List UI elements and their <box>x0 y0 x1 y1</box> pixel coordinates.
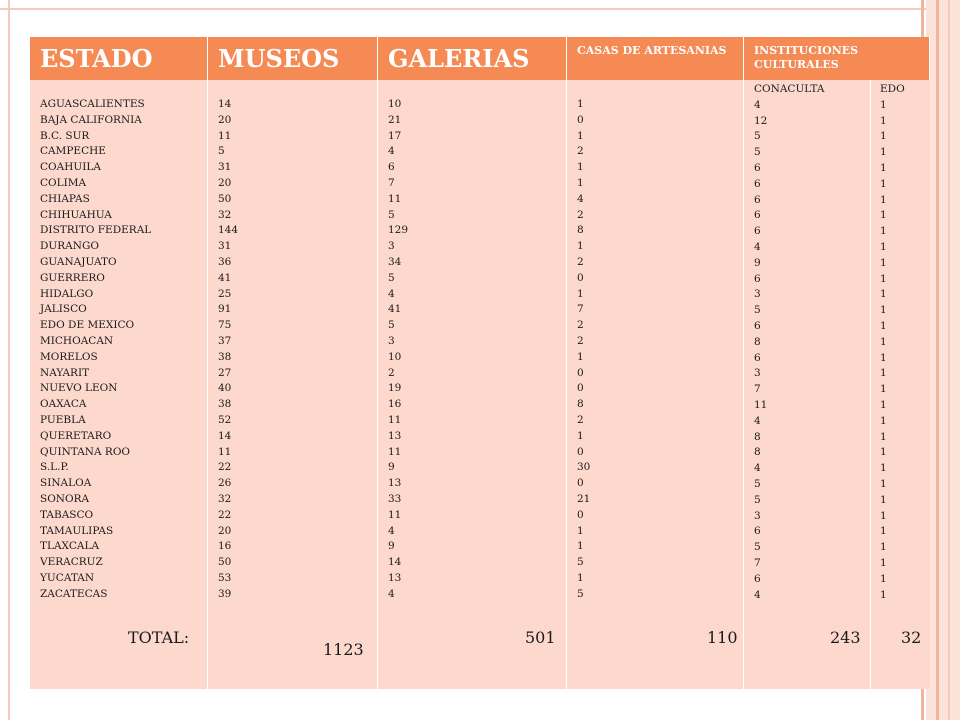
conaculta-item: 6 <box>754 351 761 364</box>
casas-item: 5 <box>577 556 584 569</box>
edo-item: 1 <box>880 414 887 427</box>
conaculta-item: 5 <box>754 493 761 506</box>
states-item: MORELOS <box>40 350 98 363</box>
casas-item: 0 <box>577 366 584 379</box>
states-item: CAMPECHE <box>40 145 106 158</box>
conaculta-item: 6 <box>754 177 761 190</box>
casas-item: 0 <box>577 477 584 490</box>
casas-item: 0 <box>577 113 584 126</box>
galerias-item: 16 <box>388 398 402 411</box>
states-item: COLIMA <box>40 176 87 189</box>
states-item: SINALOA <box>40 477 92 490</box>
conaculta-item: 4 <box>754 462 761 475</box>
galerias-item: 19 <box>388 382 402 395</box>
museos-item: 37 <box>218 334 232 347</box>
edo-item: 1 <box>880 351 887 364</box>
states-item: GUANAJUATO <box>40 255 117 268</box>
museos-item: 16 <box>218 540 232 553</box>
edo-item: 1 <box>880 177 887 190</box>
museos-item: 14 <box>218 429 232 442</box>
edo-item: 1 <box>880 256 887 269</box>
museos-item: 32 <box>218 492 232 505</box>
edo-item: 1 <box>880 430 887 443</box>
states-item: TLAXCALA <box>40 540 100 553</box>
states-item: QUERETARO <box>40 429 112 442</box>
edo-item: 1 <box>880 383 887 396</box>
galerias-item: 13 <box>388 477 402 490</box>
casas-item: 2 <box>577 334 584 347</box>
edo-item: 1 <box>880 193 887 206</box>
header-instituciones: INSTITUCIONES CULTURALES <box>744 37 930 80</box>
museos-item: 26 <box>218 477 232 490</box>
museos-item: 31 <box>218 240 232 253</box>
states-item: AGUASCALIENTES <box>40 98 145 110</box>
state-list <box>40 97 151 603</box>
galerias-item: 13 <box>388 571 402 584</box>
casas-item: 2 <box>577 255 584 268</box>
edo-item: 1 <box>880 288 887 301</box>
casas-item: 4 <box>577 192 584 205</box>
column-estado <box>30 80 208 689</box>
states-item: GUERRERO <box>40 271 105 284</box>
header-casas: CASAS DE ARTESANIAS <box>567 37 744 80</box>
museos-item: 20 <box>218 113 232 126</box>
edo-item: 1 <box>880 477 887 490</box>
galerias-item: 4 <box>388 524 395 537</box>
states-item: B.C. SUR <box>40 129 90 142</box>
subheader-conaculta: CONACULTA <box>754 83 825 95</box>
galerias-item: 2 <box>388 366 395 379</box>
conaculta-item: 3 <box>754 288 761 301</box>
total-conaculta: 243 <box>830 628 861 647</box>
edo-item: 1 <box>880 335 887 348</box>
conaculta-item: 4 <box>754 98 761 111</box>
frame-right-line <box>948 0 950 720</box>
casas-item: 2 <box>577 319 584 332</box>
frame-left-line <box>8 0 10 720</box>
galerias-item: 41 <box>388 303 402 316</box>
museos-item: 40 <box>218 382 232 395</box>
casas-item: 8 <box>577 224 584 237</box>
conaculta-item: 6 <box>754 193 761 206</box>
edo-item: 1 <box>880 541 887 554</box>
frame-top-line <box>0 8 960 10</box>
museos-item: 75 <box>218 319 232 332</box>
conaculta-item: 5 <box>754 541 761 554</box>
conaculta-item: 6 <box>754 525 761 538</box>
museos-item: 20 <box>218 524 232 537</box>
total-galerias: 501 <box>525 628 556 647</box>
casas-item: 1 <box>577 98 584 110</box>
states-item: VERACRUZ <box>40 556 103 569</box>
edo-item: 1 <box>880 304 887 317</box>
casas-item: 7 <box>577 303 584 316</box>
states-item: CHIAPAS <box>40 192 90 205</box>
edo-item: 1 <box>880 367 887 380</box>
states-item: TAMAULIPAS <box>40 524 114 537</box>
museos-item: 144 <box>218 224 239 237</box>
museos-item: 38 <box>218 398 232 411</box>
casas-item: 0 <box>577 445 584 458</box>
conaculta-item: 6 <box>754 161 761 174</box>
museos-item: 36 <box>218 255 232 268</box>
galerias-item: 7 <box>388 176 395 189</box>
culture-table <box>30 37 930 689</box>
casas-item: 1 <box>577 129 584 142</box>
galerias-item: 6 <box>388 161 395 174</box>
header-museos: MUSEOS <box>208 37 378 80</box>
conaculta-item: 3 <box>754 509 761 522</box>
museos-item: 50 <box>218 192 232 205</box>
conaculta-item: 8 <box>754 335 761 348</box>
edo-item: 1 <box>880 462 887 475</box>
casas-item: 5 <box>577 587 584 600</box>
galerias-item: 3 <box>388 240 395 253</box>
states-item: CHIHUAHUA <box>40 208 112 221</box>
galerias-item: 5 <box>388 319 395 332</box>
museos-list <box>218 97 238 603</box>
conaculta-item: 5 <box>754 304 761 317</box>
states-item: YUCATAN <box>40 571 95 584</box>
edo-item: 1 <box>880 98 887 111</box>
casas-item: 1 <box>577 161 584 174</box>
header-estado: ESTADO <box>30 37 208 80</box>
conaculta-item: 4 <box>754 240 761 253</box>
casas-item: 1 <box>577 524 584 537</box>
conaculta-item: 5 <box>754 146 761 159</box>
frame-right-line <box>936 0 939 720</box>
museos-item: 22 <box>218 508 232 521</box>
edo-item: 1 <box>880 398 887 411</box>
museos-item: 22 <box>218 461 232 474</box>
casas-item: 2 <box>577 145 584 158</box>
casas-item: 2 <box>577 413 584 426</box>
casas-item: 2 <box>577 208 584 221</box>
casas-item: 1 <box>577 350 584 363</box>
conaculta-list <box>754 98 767 604</box>
edo-item: 1 <box>880 209 887 222</box>
conaculta-item: 7 <box>754 383 761 396</box>
states-item: HIDALGO <box>40 287 94 300</box>
conaculta-item: 6 <box>754 572 761 585</box>
states-item: BAJA CALIFORNIA <box>40 113 142 126</box>
casas-item: 1 <box>577 287 584 300</box>
total-museos: 1123 <box>323 640 364 659</box>
edo-item: 1 <box>880 272 887 285</box>
galerias-item: 11 <box>388 445 402 458</box>
edo-item: 1 <box>880 446 887 459</box>
states-item: JALISCO <box>40 303 87 316</box>
conaculta-item: 6 <box>754 225 761 238</box>
conaculta-item: 5 <box>754 130 761 143</box>
conaculta-item: 3 <box>754 367 761 380</box>
states-item: NAYARIT <box>40 366 90 379</box>
states-item: COAHUILA <box>40 161 101 174</box>
casas-item: 0 <box>577 382 584 395</box>
casas-item: 8 <box>577 398 584 411</box>
museos-item: 20 <box>218 176 232 189</box>
museos-item: 50 <box>218 556 232 569</box>
casas-item: 1 <box>577 540 584 553</box>
galerias-item: 10 <box>388 350 402 363</box>
conaculta-item: 6 <box>754 209 761 222</box>
conaculta-item: 4 <box>754 588 761 601</box>
galerias-item: 11 <box>388 413 402 426</box>
casas-item: 1 <box>577 240 584 253</box>
edo-item: 1 <box>880 130 887 143</box>
casas-item: 0 <box>577 271 584 284</box>
conaculta-item: 6 <box>754 272 761 285</box>
museos-item: 39 <box>218 587 232 600</box>
museos-item: 5 <box>218 145 225 158</box>
edo-item: 1 <box>880 588 887 601</box>
edo-item: 1 <box>880 509 887 522</box>
museos-item: 31 <box>218 161 232 174</box>
states-item: DURANGO <box>40 240 99 253</box>
conaculta-item: 5 <box>754 477 761 490</box>
galerias-item: 11 <box>388 508 402 521</box>
galerias-item: 10 <box>388 98 402 110</box>
states-item: DISTRITO FEDERAL <box>40 224 152 237</box>
conaculta-item: 8 <box>754 430 761 443</box>
column-galerias <box>378 80 567 689</box>
museos-item: 41 <box>218 271 232 284</box>
header-galerias: GALERIAS <box>378 37 567 80</box>
galerias-item: 34 <box>388 255 402 268</box>
subheader-edo: EDO <box>880 83 905 95</box>
edo-item: 1 <box>880 572 887 585</box>
galerias-item: 21 <box>388 113 402 126</box>
total-edo: 32 <box>901 628 922 647</box>
museos-item: 38 <box>218 350 232 363</box>
conaculta-item: 6 <box>754 319 761 332</box>
edo-item: 1 <box>880 146 887 159</box>
states-item: QUINTANA ROO <box>40 445 131 458</box>
frame-right-band <box>926 0 960 720</box>
galerias-item: 4 <box>388 587 395 600</box>
edo-item: 1 <box>880 525 887 538</box>
casas-item: 1 <box>577 176 584 189</box>
edo-item: 1 <box>880 240 887 253</box>
casas-item: 21 <box>577 492 591 505</box>
galerias-item: 17 <box>388 129 402 142</box>
galerias-item: 9 <box>388 461 395 474</box>
edo-item: 1 <box>880 225 887 238</box>
edo-item: 1 <box>880 319 887 332</box>
states-item: EDO DE MEXICO <box>40 319 135 332</box>
states-item: TABASCO <box>40 508 94 521</box>
total-casas: 110 <box>707 628 738 647</box>
conaculta-item: 7 <box>754 556 761 569</box>
casas-item: 1 <box>577 429 584 442</box>
column-conaculta <box>744 80 871 689</box>
galerias-item: 13 <box>388 429 402 442</box>
museos-item: 91 <box>218 303 232 316</box>
galerias-list <box>388 97 408 603</box>
column-edo <box>871 80 930 689</box>
galerias-item: 4 <box>388 145 395 158</box>
museos-item: 27 <box>218 366 232 379</box>
galerias-item: 129 <box>388 224 409 237</box>
galerias-item: 4 <box>388 287 395 300</box>
edo-item: 1 <box>880 493 887 506</box>
states-item: PUEBLA <box>40 413 86 426</box>
museos-item: 11 <box>218 129 232 142</box>
states-item: SONORA <box>40 492 90 505</box>
states-item: MICHOACAN <box>40 334 114 347</box>
museos-item: 25 <box>218 287 232 300</box>
casas-item: 1 <box>577 571 584 584</box>
edo-item: 1 <box>880 556 887 569</box>
states-item: OAXACA <box>40 398 87 411</box>
states-item: S.L.P. <box>40 461 69 474</box>
edo-item: 1 <box>880 161 887 174</box>
conaculta-item: 4 <box>754 414 761 427</box>
casas-item: 30 <box>577 461 591 474</box>
conaculta-item: 9 <box>754 256 761 269</box>
conaculta-item: 8 <box>754 446 761 459</box>
museos-item: 11 <box>218 445 232 458</box>
museos-item: 32 <box>218 208 232 221</box>
museos-item: 52 <box>218 413 232 426</box>
conaculta-item: 12 <box>754 114 768 127</box>
total-label: TOTAL: <box>128 628 190 647</box>
galerias-item: 33 <box>388 492 402 505</box>
column-casas <box>567 80 744 689</box>
galerias-item: 5 <box>388 271 395 284</box>
column-museos <box>208 80 378 689</box>
states-item: NUEVO LEON <box>40 382 118 395</box>
states-item: ZACATECAS <box>40 587 108 600</box>
edo-item: 1 <box>880 114 887 127</box>
galerias-item: 5 <box>388 208 395 221</box>
museos-item: 14 <box>218 98 232 110</box>
galerias-item: 3 <box>388 334 395 347</box>
museos-item: 53 <box>218 571 232 584</box>
casas-item: 0 <box>577 508 584 521</box>
galerias-item: 14 <box>388 556 402 569</box>
casas-list <box>577 97 590 603</box>
edo-list <box>880 98 887 604</box>
galerias-item: 11 <box>388 192 402 205</box>
conaculta-item: 11 <box>754 398 768 411</box>
galerias-item: 9 <box>388 540 395 553</box>
